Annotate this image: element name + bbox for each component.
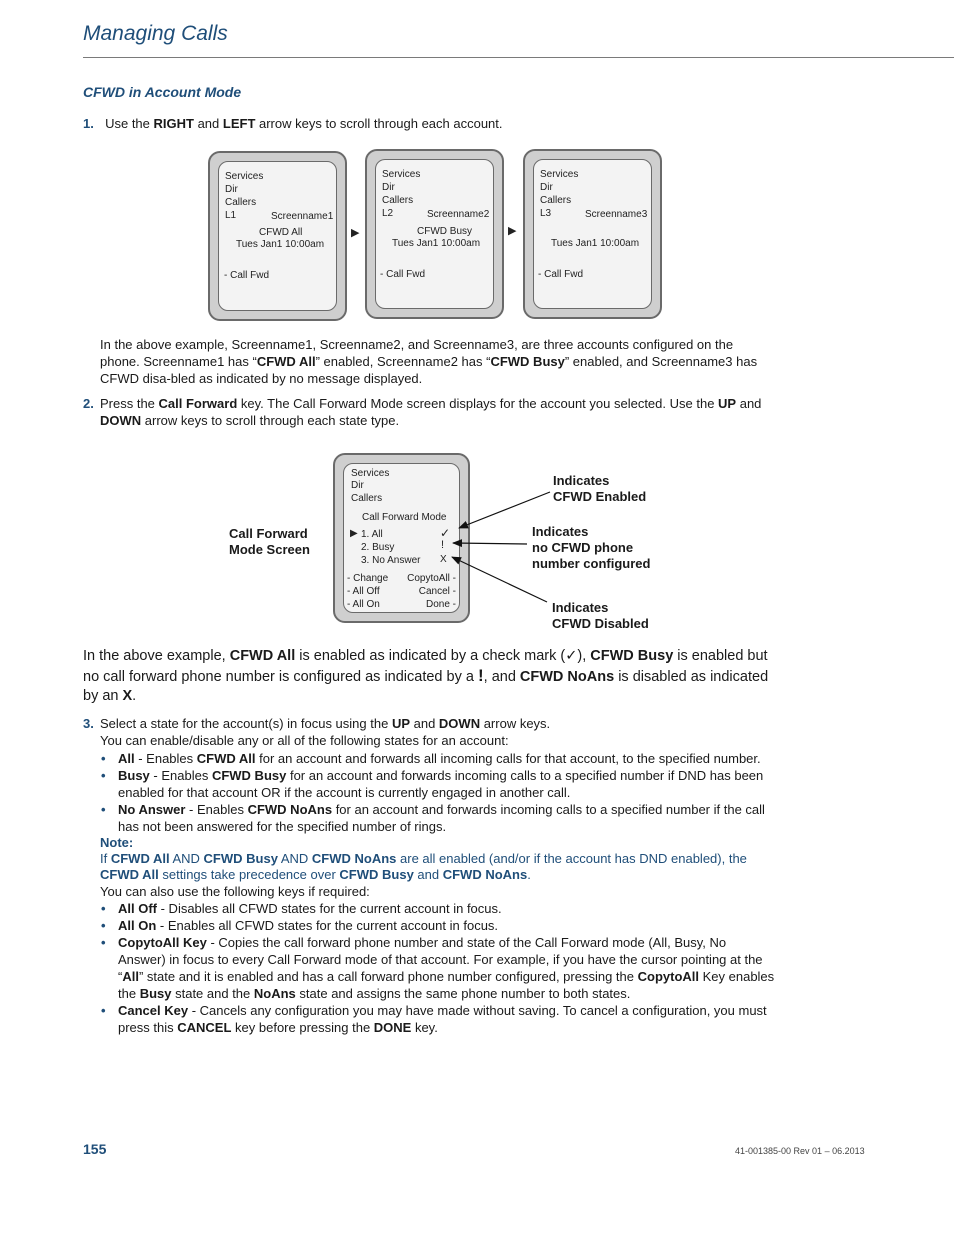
phone-display: Services Dir Callers L2 Screenname2 CFWD Busy Tues Jan1 10:00am - Call Fwd bbox=[375, 159, 494, 309]
callout-mode-screen: Call Forward Mode Screen bbox=[229, 526, 310, 557]
example-paragraph-2: In the above example, CFWD All is enabled as indicated by a check mark (✓), CFWD Busy is enabled but no call forward phone number is configured as indicated by a !, and CFWD NoAns is disabled as indicated by an X. bbox=[83, 648, 769, 704]
exclamation-icon: ! bbox=[477, 666, 484, 685]
example-paragraph-1: In the above example, Screenname1, Screenname2, and Screenname3, are three accounts configured on the phone. Screenname1 has “CFWD All” enabled, Screenname2 has “CFWD Busy” enabled, and Screenname3 has CFWD disa-bled as indicated by no message displayed. bbox=[100, 337, 758, 386]
document-id: 41-001385-00 Rev 01 – 06.2013 bbox=[735, 1146, 865, 1156]
states-list bbox=[100, 750, 775, 835]
phone-display: Services Dir Callers L1 Screenname1 CFWD All Tues Jan1 10:00am - Call Fwd bbox=[218, 161, 337, 311]
list-item: • All On - Enables all CFWD states for the current account in focus. bbox=[100, 917, 775, 934]
right-arrow-icon: ▶ bbox=[508, 225, 517, 237]
right-arrow-icon: ▶ bbox=[351, 227, 360, 239]
list-item: • All Off - Disables all CFWD states for the current account in focus. bbox=[100, 900, 775, 917]
list-item: • CopytoAll Key - Copies the call forward phone number and state of the Call Forward mode (All, Busy, No Answer) in focus to every Call Forward mode of that account. For example, if you have the cursor pointing at the “All” state and it is enabled and has a call forward phone number configured, pressing the CopytoAll Key enables the Busy state and the NoAns state and assigns the same phone number to both states. bbox=[100, 934, 775, 1002]
check-mark-icon: ✓ bbox=[565, 648, 578, 664]
page-header-title: Managing Calls bbox=[83, 22, 228, 45]
step-1: 1. Use the RIGHT and LEFT arrow keys to scroll through each account. bbox=[83, 116, 503, 131]
keys-list bbox=[100, 900, 775, 1036]
page-number: 155 bbox=[83, 1141, 107, 1157]
section-title: CFWD in Account Mode bbox=[83, 84, 242, 100]
cursor-icon: ▶ bbox=[350, 528, 358, 539]
note-block: Note: If CFWD All AND CFWD Busy AND CFWD NoAns are all enabled (and/or if the account has DND enabled), the CFWD All settings take precedence over CFWD Busy and CFWD NoAns. bbox=[100, 835, 747, 882]
check-mark-icon: ✓ bbox=[440, 526, 451, 540]
list-item: • Busy - Enables CFWD Busy for an account and forwards incoming calls to a specified number if DND has been enabled for that account OR if the account is currently engaged in another call. bbox=[100, 767, 775, 801]
callout-arrow-enabled bbox=[459, 492, 550, 528]
x-icon: X bbox=[440, 554, 447, 565]
phone-display: Services Dir Callers L3 Screenname3 Tues Jan1 10:00am - Call Fwd bbox=[533, 159, 652, 309]
step-number: 1. bbox=[83, 116, 94, 131]
list-item: • No Answer - Enables CFWD NoAns for an account and forwards incoming calls to a specified number if the call has not been answered for the specified number of rings. bbox=[100, 801, 775, 835]
step-3: 3. Select a state for the account(s) in focus using the UP and DOWN arrow keys. You can enable/disable any or all of the following states for an account: • All - Enables CFWD All for an account and forwards all incoming calls for that account, to the specified number. • Busy - Enables CFWD Busy for an account and forwards incoming calls to a specified number if DND has been enabled for that account OR if the account is currently engaged in another call. • No Answer - Enables CFWD NoAns for an account and forwards incoming calls to a specified number if the call has not been answered for the specified number of rings. Note: If CFWD All AND CFWD Busy AND CFWD NoAns are all enabled (and/or if the account has DND enabled), the CFWD All settings take precedence over CFWD Busy and CFWD NoAns. You can also use the following keys if required: • All Off - Disables all CFWD states for the current account in focus. • All On - Enables all CFWD states for the current account in focus. • CopytoAll Key - Copies the call forward phone number and state of the Call Forward mode (All, Busy, No Answer) in focus to every Call Forward mode of that account. For example, if you have the cursor pointing at the “All” state and it is enabled and has a call forward phone number configured, pressing the CopytoAll Key enables the Busy state and the NoAns state and assigns the same phone number to both states. • Cancel Key - Cancels any configuration you may have made without saving. To cancel a configuration, you must press this CANCEL key before pressing the DONE key. bbox=[83, 715, 775, 1036]
step-2: 2. Press the Call Forward key. The Call Forward Mode screen displays for the account you selected. Use the UP and DOWN arrow keys to scroll through each state type. bbox=[83, 396, 762, 428]
list-item: • All - Enables CFWD All for an account and forwards all incoming calls for that account, to the specified number. bbox=[100, 750, 775, 767]
list-item: • Cancel Key - Cancels any configuration you may have made without saving. To cancel a configuration, you must press this CANCEL key before pressing the DONE key. bbox=[100, 1002, 775, 1036]
phone-display: Services Dir Callers Call Forward Mode ▶ 1. All 2. Busy 3. No Answer ✓ ! X - Change CopytoAll - - All Off Cancel - - All On Done - bbox=[343, 463, 460, 613]
step-number: 3. bbox=[83, 716, 94, 731]
step-number: 2. bbox=[83, 396, 94, 411]
callout-cfwd-enabled: Indicates CFWD Enabled bbox=[553, 473, 647, 504]
callout-no-number: Indicates no CFWD phone number configured bbox=[532, 524, 651, 571]
callout-cfwd-disabled: Indicates CFWD Disabled bbox=[552, 600, 649, 631]
exclamation-icon: ! bbox=[441, 539, 445, 551]
callout-arrow-no-number bbox=[453, 543, 527, 544]
